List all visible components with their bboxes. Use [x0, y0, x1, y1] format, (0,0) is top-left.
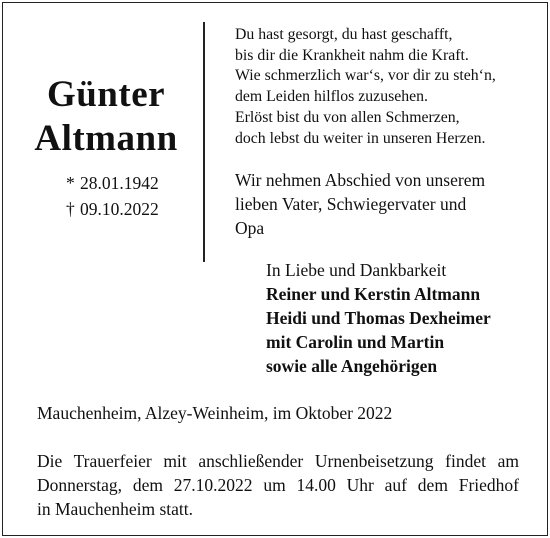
farewell-line: Opa	[235, 218, 265, 238]
memorial-poem	[235, 25, 496, 149]
deceased-last-name: Altmann	[34, 118, 178, 159]
place-and-date: Mauchenheim, Alzey-Weinheim, im Oktober 2022	[37, 403, 393, 423]
funeral-service-notice	[37, 449, 519, 521]
poem-line: Erlöst bist du von allen Schmerzen,	[235, 108, 460, 126]
farewell-line: lieben Vater, Schwiegervater und	[235, 194, 467, 214]
birth-date: 28.01.1942	[80, 173, 159, 193]
farewell-text	[235, 168, 485, 240]
service-line: in Mauchenheim statt.	[37, 499, 194, 519]
death-cross-icon: †	[66, 199, 75, 219]
mourner-name: sowie alle Angehörigen	[266, 356, 438, 376]
mourner-name: Reiner und Kerstin Altmann	[266, 284, 481, 304]
birth-line	[66, 170, 159, 196]
poem-line: bis dir die Krankheit nahm die Kraft.	[235, 46, 469, 64]
death-line	[66, 196, 159, 222]
birth-star-icon: *	[66, 173, 75, 193]
poem-line: dem Leiden hilflos zuzusehen.	[235, 88, 429, 106]
mourner-name: Heidi und Thomas Dexheimer	[266, 308, 491, 328]
poem-line: Du hast gesorgt, du hast geschafft,	[235, 26, 453, 43]
mourner-name: mit Carolin und Martin	[266, 332, 445, 352]
life-dates	[66, 170, 159, 222]
mourners-block	[266, 258, 491, 378]
death-date: 09.10.2022	[80, 199, 159, 219]
poem-line: doch lebst du weiter in unseren Herzen.	[235, 129, 486, 147]
service-line: Die Trauerfeier mit anschließender Urnenbeisetzung findet am	[37, 451, 519, 471]
vertical-divider	[203, 22, 205, 262]
poem-line: Wie schmerzlich war‘s, vor dir zu steh‘n,	[235, 67, 496, 85]
deceased-first-name: Günter	[46, 74, 166, 115]
mourners-intro: In Liebe und Dankbarkeit	[266, 260, 447, 280]
service-line: Donnerstag, dem 27.10.2022 um 14.00 Uhr auf dem Friedhof	[37, 475, 519, 495]
farewell-line: Wir nehmen Abschied von unserem	[235, 170, 486, 190]
